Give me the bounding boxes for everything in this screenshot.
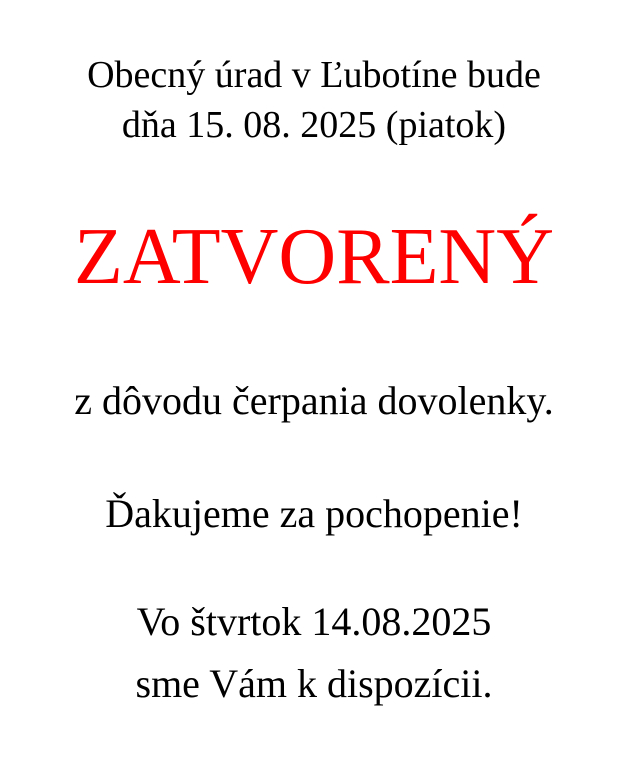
closure-reason-text: z dôvodu čerpania dovolenky. (74, 378, 554, 423)
thanks-text: Ďakujeme za pochopenie! (105, 491, 523, 536)
closed-status-headline: ZATVORENÝ (74, 213, 554, 301)
intro-block (0, 50, 628, 150)
intro-line-1: Obecný úrad v Ľubotíne bude (87, 54, 541, 96)
intro-line-2: dňa 15. 08. 2025 (piatok) (121, 104, 507, 146)
availability-line-2: sme Vám k dispozícii. (135, 661, 493, 706)
availability-line-1: Vo štvrtok 14.08.2025 (136, 599, 492, 644)
availability-block (0, 591, 628, 715)
